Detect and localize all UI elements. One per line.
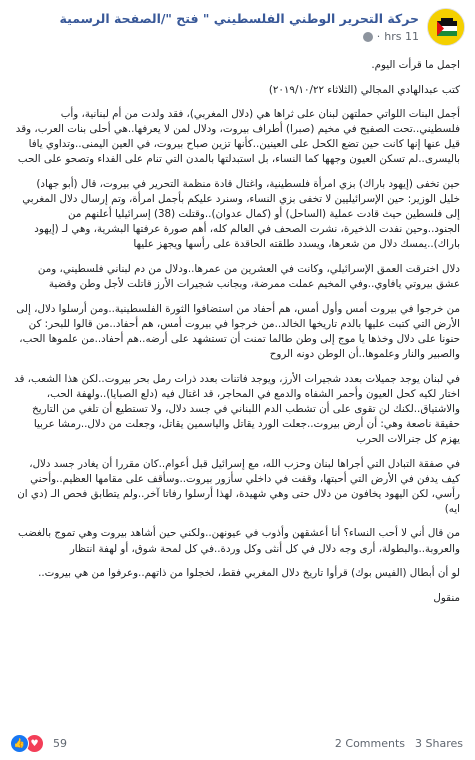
post-footer <box>0 728 475 760</box>
post-paragraph: من خرجوا في بيروت أمس وأول أمس، هم أحفاد من استضافوا الثورة الفلسطينية..ومن أرسلوا دلال، إلى الأرض التي كتبت عليها بالدم تاريخها الخالد..من خرجوا في بيروت أمس، هم أحفاد..من قالوا للبحر: كن حنونا على دلال وخذها يا موج إلى وطن طالما تمنت أن تستشهد على أرضه..هم أحفاد..من علموها الحب، والصبير والنار وعلموها..أن الوطن دونه الروح <box>16 302 460 360</box>
comments-count-link[interactable]: 2 Comments <box>334 737 406 750</box>
post-paragraph: دلال اخترقت العمق الإسرائيلي، وكانت في العشرين من عمرها..ودلال من دم لبناني فلسطيني، ومن عشق بيروتي يافاوي..وفي المخيم عملت ممرضة، وبجانب شجيرات الأرز قاتلت لأجل وطن وقضية <box>37 263 460 291</box>
post-paragraph: كتب عبدالهادي المجالي (الثلاثاء ٢٠١٩/١٠/٢٢) <box>268 83 460 96</box>
reactions-summary[interactable] <box>10 734 67 753</box>
reaction-count: 59 <box>53 737 67 750</box>
post-meta <box>363 30 419 43</box>
meta-separator: · <box>376 30 381 43</box>
post-paragraph: حين تخفى (إيهود باراك) بزي امرأة فلسطينية، واغتال قادة منظمة التحرير في بيروت، قال (أبو جهاد) خليل الوزير: حين الإسرائيليين لا تخفى بزي النساء، وسنرد عليكم بأجمل امرأة، وتم إرسال دلال المغربي إلى فلسطين حيث قادت عملية (الساحل) أو (كمال عدوان)..وقتلت (38) إسرائيليا أعلنهم من الجنود..وحين نفدت الذخيرة، نشرت الصحف في العالم كله، أهم صورة عرفتها البشرية، وهي لـ (إيهود باراك)..يمسك دلال من شعرها، ويسدد طلقته الحاقدة على رأسها ويجهز عليها <box>22 178 460 251</box>
post-paragraph: من قال أني لا أحب النساء؟ أنا أعشقهن وأذوب في عيونهن..ولكني حين أشاهد بيروت وهي تموج بالغضب والعروبة..والبطولة، أرى وجه دلال في كل أنثى وكل وردة..في كل لمحة شوق، أو لهفة انتظار <box>17 527 460 555</box>
page-avatar[interactable] <box>427 8 465 46</box>
post-body <box>14 58 460 615</box>
post-paragraph: في صفقة التبادل التي أجراها لبنان وحزب الله، مع إسرائيل قبل أعوام..كان مقررا أن يغادر جسد دلال، كيف يدفن في الأرض التي أحبتها، وقفت في داخلي سأزور بيروت..وسأقف على مقامها العظيم..وأحني رأسي، لكن اليهود يخافون من دلال حتى وهي شهيدة، لهذا أرسلوا رفاتا آخر..ولم يتطابق فحص الـ (دي ان ايه) <box>17 457 460 515</box>
post-paragraph: اجمل ما قرأت اليوم. <box>371 59 460 71</box>
page-name-link[interactable]: حركة التحرير الوطني الفلسطيني " فتح "/الصفحة الرسمية <box>59 11 419 26</box>
like-icon: 👍 <box>10 734 29 753</box>
shares-count-link[interactable]: 3 Shares <box>415 737 463 750</box>
post-timestamp[interactable]: 11 hrs <box>384 30 419 43</box>
post-paragraph: في لبنان يوجد جميلات بعدد شجيرات الأرز، ويوجد فاتنات بعدد ذرات رمل بحر بيروت..لكن هذا الشعب، قد اختار لكيه كحل العيون وأحمر الشفاه والدمع في المحاجر، قد اغتال فيه (دلع الصبايا)..ولهفة الحب، والاشتياق..لكنك لن تقوى على أن تشطب الدم اللبناني في جسد دلال، ولا تستطيع أن تلغي من التاريخ حقيقة ناصعة وهي: أن أرض بيروت..جعلت الورد يقاتل والياسمين يقاتل، وجعلت من دلال..رمشا عربيا يهزم كل جنرالات الحرب <box>14 372 460 445</box>
post-paragraph: لو أن أبطال (الفيس بوك) قرأوا تاريخ دلال المغربي فقط، لخجلوا من ذاتهم..وعرفوا من هي بيروت.. <box>38 567 460 580</box>
post-paragraph: أجمل البنات اللواتي حملتهن لبنان على ثراها هي (دلال المغربي)، فقد ولدت من أم لبنانية، وأب فلسطيني..تحت الصفيح في مخيم (صبرا) أطراف بيروت، ودلال لمن لا يعرفها..هي أحلى بنات العرب، وقد قيل عنها إنها كانت حين تضع الكحل على العينين..كأنها تزين صباح بيروت، في العين اليمنى..وتداوي يافا باليسرى..لم تسكن العيون وجهها كما النساء، بل استبدلتها بالمدن التي تنام على الفداء وتصحو على الحب <box>15 108 460 166</box>
fatah-logo-icon <box>428 9 465 46</box>
engagement-summary <box>335 737 463 750</box>
post-header <box>0 0 475 52</box>
love-icon: ♥ <box>25 734 44 753</box>
post-paragraph: منقول <box>433 591 460 604</box>
globe-icon <box>363 32 373 42</box>
